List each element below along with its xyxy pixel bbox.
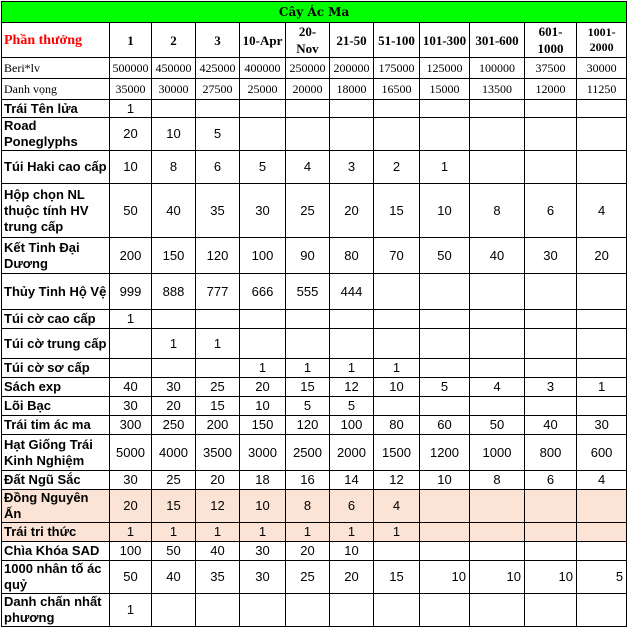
reward-cell: 15 [152,490,196,523]
reward-cell [330,594,374,627]
reward-cell: 666 [240,274,286,310]
beri-value: 200000 [330,58,374,79]
fame-value: 35000 [110,79,152,100]
reward-cell [152,594,196,627]
reward-cell: 20 [110,118,152,151]
fame-value: 11250 [577,79,627,100]
table-row [2,542,627,561]
reward-cell [470,310,525,329]
reward-cell: 30 [110,397,152,416]
reward-cell [110,329,152,359]
reward-cell: 4 [577,471,627,490]
reward-cell: 25 [196,378,240,397]
reward-cell: 4000 [152,435,196,471]
reward-cell [577,118,627,151]
reward-cell: 10 [525,561,577,594]
reward-cell: 444 [330,274,374,310]
reward-name: Chìa Khóa SAD [2,542,110,561]
reward-cell: 1200 [420,435,470,471]
reward-cell: 2000 [330,435,374,471]
reward-cell: 18 [240,471,286,490]
reward-cell [577,523,627,542]
reward-cell: 30 [240,561,286,594]
reward-cell: 5 [330,397,374,416]
fame-value: 16500 [374,79,420,100]
reward-cell [374,100,420,118]
reward-cell [470,100,525,118]
reward-cell: 1 [110,100,152,118]
reward-cell: 6 [330,490,374,523]
reward-cell: 16 [286,471,330,490]
reward-name: Sách exp [2,378,110,397]
column-header: 1 [110,23,152,58]
reward-name: Đồng Nguyên Ấn [2,490,110,523]
column-header: 601-1000 [525,23,577,58]
reward-cell: 1000 [470,435,525,471]
reward-cell [470,490,525,523]
reward-cell: 1 [286,359,330,378]
reward-cell [240,118,286,151]
reward-cell: 100 [240,238,286,274]
reward-name: Túi Haki cao cấp [2,151,110,184]
reward-cell [286,594,330,627]
reward-cell: 555 [286,274,330,310]
reward-cell: 5000 [110,435,152,471]
reward-cell: 200 [110,238,152,274]
table-row [2,435,627,471]
reward-cell [525,523,577,542]
table-row [2,151,627,184]
column-header: 51-100 [374,23,420,58]
beri-value: 450000 [152,58,196,79]
reward-cell [525,118,577,151]
reward-cell: 40 [470,238,525,274]
reward-cell: 80 [330,238,374,274]
reward-cell: 30 [525,238,577,274]
reward-cell [286,100,330,118]
reward-name: Túi cờ trung cấp [2,329,110,359]
reward-cell [577,310,627,329]
reward-cell: 150 [240,416,286,435]
reward-cell: 8 [152,151,196,184]
reward-cell: 4 [577,184,627,238]
reward-cell [470,118,525,151]
reward-cell [420,542,470,561]
reward-cell [374,118,420,151]
table-row [2,523,627,542]
reward-cell: 15 [374,184,420,238]
reward-cell: 1 [420,151,470,184]
reward-cell: 20 [152,397,196,416]
reward-cell [525,274,577,310]
reward-cell: 4 [470,378,525,397]
reward-name: 1000 nhân tố ác quỷ [2,561,110,594]
reward-cell: 10 [420,561,470,594]
reward-cell: 6 [525,184,577,238]
reward-cell: 80 [374,416,420,435]
column-header: 101-300 [420,23,470,58]
reward-cell [420,359,470,378]
reward-cell: 10 [152,118,196,151]
reward-cell: 2 [374,151,420,184]
reward-cell: 20 [577,238,627,274]
reward-cell: 40 [152,561,196,594]
reward-cell [525,359,577,378]
reward-name: Road Poneglyphs [2,118,110,151]
reward-cell: 4 [286,151,330,184]
reward-cell: 1 [196,329,240,359]
table-row [2,329,627,359]
reward-cell [240,310,286,329]
beri-value: 425000 [196,58,240,79]
reward-cell: 20 [286,542,330,561]
reward-cell: 1 [330,359,374,378]
beri-value: 175000 [374,58,420,79]
fame-label: Danh vọng [2,79,110,100]
reward-cell: 40 [196,542,240,561]
reward-cell [240,329,286,359]
fame-value: 18000 [330,79,374,100]
reward-cell: 10 [110,151,152,184]
reward-cell: 3 [330,151,374,184]
reward-cell: 25 [286,184,330,238]
reward-cell: 35 [196,184,240,238]
fame-value: 12000 [525,79,577,100]
reward-cell: 200 [196,416,240,435]
table-row [2,471,627,490]
reward-cell: 30 [577,416,627,435]
reward-cell: 888 [152,274,196,310]
reward-cell [420,523,470,542]
reward-cell [577,100,627,118]
beri-value: 500000 [110,58,152,79]
table-row [2,416,627,435]
reward-cell [577,329,627,359]
reward-cell [420,274,470,310]
beri-value: 30000 [577,58,627,79]
table-row [2,490,627,523]
column-header: 20-Nov [286,23,330,58]
reward-cell [577,359,627,378]
reward-cell [470,274,525,310]
reward-cell: 5 [286,397,330,416]
reward-cell [374,397,420,416]
reward-name: Danh chấn nhất phương [2,594,110,627]
column-header: 21-50 [330,23,374,58]
beri-value: 37500 [525,58,577,79]
reward-cell: 3000 [240,435,286,471]
reward-cell [286,329,330,359]
reward-name: Túi cờ cao cấp [2,310,110,329]
reward-cell [286,310,330,329]
beri-row [2,58,627,79]
table-row [2,359,627,378]
table-row [2,561,627,594]
table-row [2,594,627,627]
reward-name: Hạt Giống Trái Kinh Nghiệm [2,435,110,471]
reward-cell: 1 [152,329,196,359]
table-title: Cây Ác Ma [2,2,627,23]
reward-cell: 10 [240,397,286,416]
reward-cell: 12 [330,378,374,397]
reward-cell: 4 [374,490,420,523]
reward-cell [577,274,627,310]
fame-value: 27500 [196,79,240,100]
table-row [2,184,627,238]
beri-value: 400000 [240,58,286,79]
reward-cell: 60 [420,416,470,435]
reward-cell: 600 [577,435,627,471]
reward-cell [152,310,196,329]
reward-cell: 3 [525,378,577,397]
reward-cell: 777 [196,274,240,310]
reward-cell [196,359,240,378]
reward-cell: 10 [374,378,420,397]
reward-cell [470,397,525,416]
reward-cell: 8 [286,490,330,523]
reward-cell [525,310,577,329]
table-row [2,100,627,118]
reward-cell [374,329,420,359]
column-header: 1001-2000 [577,23,627,58]
reward-cell: 6 [196,151,240,184]
reward-cell: 3500 [196,435,240,471]
reward-cell: 2500 [286,435,330,471]
reward-cell [470,151,525,184]
reward-cell [330,329,374,359]
reward-cell: 1 [330,523,374,542]
reward-name: Trái tim ác ma [2,416,110,435]
column-header: 301-600 [470,23,525,58]
fame-value: 13500 [470,79,525,100]
reward-cell: 10 [420,471,470,490]
reward-cell: 30 [240,184,286,238]
reward-cell: 14 [330,471,374,490]
reward-cell: 1 [240,359,286,378]
reward-cell: 50 [110,561,152,594]
reward-cell [110,359,152,378]
reward-cell [525,542,577,561]
reward-cell: 15 [374,561,420,594]
reward-cell [374,274,420,310]
reward-name: Kết Tinh Đại Dương [2,238,110,274]
reward-cell [577,397,627,416]
reward-cell [470,594,525,627]
reward-cell: 90 [286,238,330,274]
reward-name: Túi cờ sơ cấp [2,359,110,378]
header-row [2,23,627,58]
reward-cell: 1 [196,523,240,542]
reward-cell [420,490,470,523]
reward-cell [470,523,525,542]
reward-cell: 1 [374,523,420,542]
reward-cell: 300 [110,416,152,435]
column-header: 2 [152,23,196,58]
reward-name: Lõi Bạc [2,397,110,416]
reward-cell: 250 [152,416,196,435]
reward-cell: 1 [110,310,152,329]
reward-cell: 1 [374,359,420,378]
reward-name: Thủy Tinh Hộ Vệ [2,274,110,310]
reward-cell [470,359,525,378]
reward-cell [525,594,577,627]
reward-cell [577,151,627,184]
reward-cell: 20 [110,490,152,523]
beri-value: 250000 [286,58,330,79]
reward-cell: 30 [110,471,152,490]
table-row [2,274,627,310]
reward-cell [420,100,470,118]
fame-value: 30000 [152,79,196,100]
reward-cell [330,118,374,151]
reward-cell: 10 [330,542,374,561]
reward-cell: 100 [330,416,374,435]
reward-cell [420,118,470,151]
reward-name: Trái Tên lửa [2,100,110,118]
reward-cell: 10 [420,184,470,238]
header-label: Phần thưởng [2,23,110,58]
fame-value: 15000 [420,79,470,100]
reward-cell [470,329,525,359]
reward-cell [374,594,420,627]
reward-cell [196,100,240,118]
reward-cell: 25 [152,471,196,490]
fame-value: 20000 [286,79,330,100]
reward-cell [286,118,330,151]
reward-cell [577,542,627,561]
reward-cell [374,542,420,561]
reward-cell [196,310,240,329]
reward-cell: 40 [110,378,152,397]
beri-label: Beri*lv [2,58,110,79]
reward-cell: 1500 [374,435,420,471]
reward-cell [240,100,286,118]
reward-cell: 5 [577,561,627,594]
table-row [2,118,627,151]
reward-cell: 6 [525,471,577,490]
reward-cell: 150 [152,238,196,274]
reward-cell [374,310,420,329]
reward-cell: 30 [152,378,196,397]
reward-cell: 35 [196,561,240,594]
reward-cell: 800 [525,435,577,471]
reward-cell: 50 [420,238,470,274]
reward-cell [330,310,374,329]
reward-cell: 30 [240,542,286,561]
reward-cell [577,594,627,627]
reward-cell: 70 [374,238,420,274]
column-header: 10-Apr [240,23,286,58]
reward-cell [525,151,577,184]
reward-cell [330,100,374,118]
reward-cell: 120 [286,416,330,435]
reward-cell: 40 [525,416,577,435]
reward-cell [525,329,577,359]
reward-cell: 50 [470,416,525,435]
reward-name: Đất Ngũ Sắc [2,471,110,490]
reward-cell: 8 [470,471,525,490]
table-row [2,310,627,329]
reward-cell: 5 [420,378,470,397]
table-row [2,397,627,416]
reward-cell: 1 [110,594,152,627]
table-row [2,378,627,397]
fame-row [2,79,627,100]
reward-cell: 8 [470,184,525,238]
reward-cell [525,490,577,523]
reward-cell: 1 [152,523,196,542]
reward-cell: 20 [330,561,374,594]
reward-cell [577,490,627,523]
reward-cell: 999 [110,274,152,310]
reward-cell [240,594,286,627]
beri-value: 125000 [420,58,470,79]
reward-cell: 15 [286,378,330,397]
reward-table [1,1,627,627]
reward-cell: 100 [110,542,152,561]
beri-value: 100000 [470,58,525,79]
fame-value: 25000 [240,79,286,100]
reward-name: Trái tri thức [2,523,110,542]
reward-cell [420,594,470,627]
reward-cell: 5 [240,151,286,184]
reward-cell: 5 [196,118,240,151]
reward-cell: 10 [470,561,525,594]
reward-cell [525,397,577,416]
reward-cell [196,594,240,627]
reward-cell: 12 [196,490,240,523]
title-row [2,2,627,23]
reward-cell [525,100,577,118]
reward-cell [470,542,525,561]
reward-cell: 20 [330,184,374,238]
reward-cell [420,397,470,416]
reward-name: Hộp chọn NL thuộc tính HV trung cấp [2,184,110,238]
reward-cell: 120 [196,238,240,274]
reward-cell: 20 [240,378,286,397]
reward-cell [152,100,196,118]
reward-cell [420,310,470,329]
reward-cell: 15 [196,397,240,416]
reward-cell: 50 [110,184,152,238]
reward-cell: 10 [240,490,286,523]
reward-cell [152,359,196,378]
reward-cell: 1 [110,523,152,542]
reward-cell: 12 [374,471,420,490]
table-row [2,238,627,274]
reward-cell: 1 [286,523,330,542]
reward-cell: 50 [152,542,196,561]
reward-cell [420,329,470,359]
reward-cell: 20 [196,471,240,490]
reward-cell: 1 [240,523,286,542]
reward-cell: 40 [152,184,196,238]
reward-cell: 1 [577,378,627,397]
column-header: 3 [196,23,240,58]
reward-cell: 25 [286,561,330,594]
